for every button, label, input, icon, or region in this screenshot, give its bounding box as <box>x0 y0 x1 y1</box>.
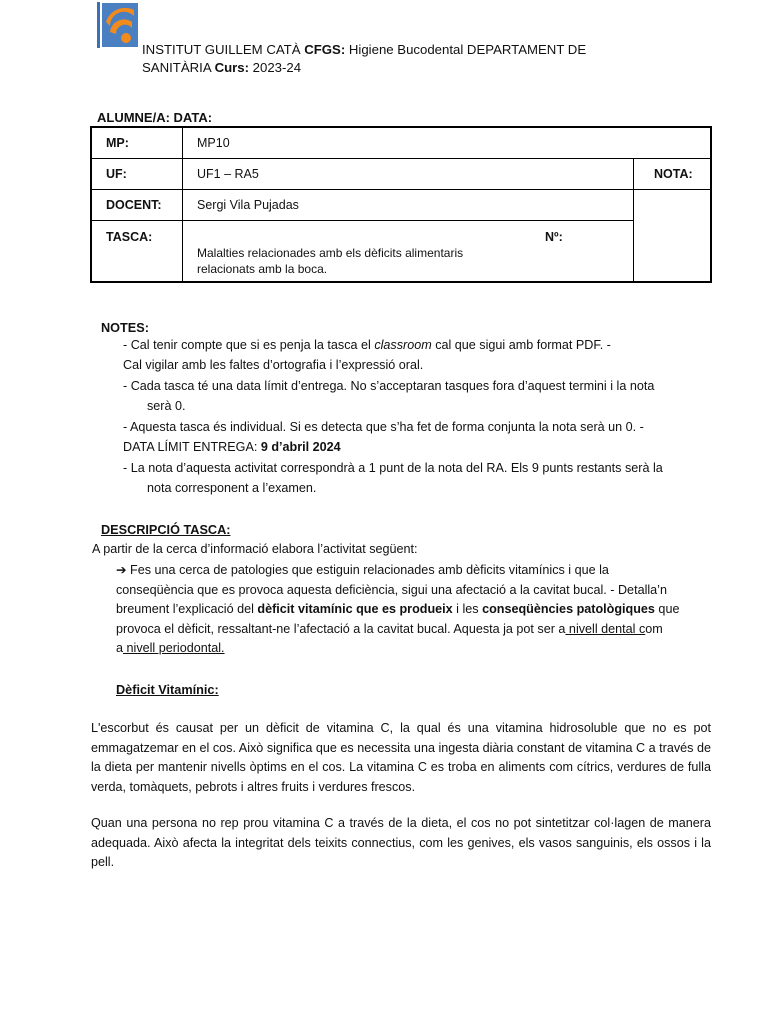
docent-value: Sergi Vila Pujadas <box>183 189 634 220</box>
task-bold-deficit: dèficit vitamínic que es produeix <box>257 602 453 616</box>
task-line1: Fes una cerca de patologies que estiguin relacionades amb dèficits vitamínics i que la <box>126 563 609 577</box>
note-1-continuation: Cal vigilar amb les faltes d’ortografia i l’expressió oral. <box>123 357 424 372</box>
uf-label: UF: <box>91 158 183 189</box>
cfgs-label: CFGS: <box>304 42 346 57</box>
note-1-text-b: cal que sigui amb format PDF. - <box>431 338 611 352</box>
section-paragraph-2: Quan una persona no rep prou vitamina C a través de la dieta, el cos no pot sintetitzar col·lagen de manera adequada. Això afecta la integritat dels teixits connectius, com les genives, els vasos sanguinis, els ossos i la pell. <box>91 816 711 869</box>
description-title: DESCRIPCIÓ TASCA: <box>101 523 231 537</box>
description-intro: A partir de la cerca d’informació elabora l’activitat següent: <box>92 542 418 556</box>
section-title: Dèficit Vitamínic: <box>116 683 219 697</box>
note-1-text-a: - Cal tenir compte que si es penja la tasca el <box>123 338 375 352</box>
note-3: - Aquesta tasca és individual. Si es detecta que s’ha fet de forma conjunta la nota serà un 0. - <box>123 420 644 434</box>
mp-label: MP: <box>91 127 183 158</box>
nota-label: NOTA: <box>634 158 712 189</box>
course-value: 2023-24 <box>252 60 302 75</box>
notes-title: NOTES: <box>101 321 149 335</box>
notes-list <box>123 336 693 498</box>
document-header <box>142 41 602 77</box>
note-1-emphasis: classroom <box>374 338 432 352</box>
mp-value: MP10 <box>183 127 712 158</box>
cfgs-value: Higiene Bucodental DEPARTAMENT DE <box>348 42 587 57</box>
task-line4-a: provoca el dèficit, ressaltant-ne l’afectació a la cavitat bucal. Aquesta ja pot ser a <box>116 621 566 636</box>
nota-box <box>634 189 712 282</box>
department-name: SANITÀRIA <box>142 60 211 75</box>
description-task <box>116 560 696 659</box>
note-4-continuation: nota corresponent a l’examen. <box>147 480 317 495</box>
note-4: - La nota d’aquesta activitat correspondrà a 1 punt de la nota del RA. Els 9 punts restants serà la <box>123 461 663 475</box>
note-2-continuation: serà 0. <box>147 398 186 413</box>
institute-logo <box>96 0 140 50</box>
task-line5-a: a <box>116 641 124 655</box>
tasca-value-line1: Malalties relacionades amb els dèficits alimentaris <box>197 245 464 260</box>
tasca-value <box>197 245 463 277</box>
task-line3-a: breument l’explicació del <box>116 602 258 616</box>
tasca-cell <box>183 220 634 282</box>
logo-graphic <box>96 0 140 50</box>
deadline-label: DATA LÍMIT ENTREGA: <box>123 439 261 454</box>
tasca-label: TASCA: <box>91 220 183 282</box>
course-label: Curs: <box>214 60 249 75</box>
task-line2: conseqüència que es provoca aquesta deficiència, sigui una afectació a la cavitat bucal. - Detalla’n <box>116 582 667 597</box>
task-line3-c: que <box>654 602 680 616</box>
arrow-icon: ➔ <box>116 562 127 577</box>
note-2: - Cada tasca té una data límit d’entrega. No s’acceptaran tasques fora d’aquest termini i la nota <box>123 379 655 393</box>
deadline-value: 9 d’abril 2024 <box>260 439 341 454</box>
number-label: Nº: <box>545 229 563 244</box>
task-line3 <box>116 600 696 620</box>
task-bold-consequences: conseqüències patològiques <box>482 602 655 616</box>
institute-name: INSTITUT GUILLEM CATÀ <box>142 42 301 57</box>
docent-label: DOCENT: <box>91 189 183 220</box>
section-paragraph-1: L'escorbut és causat per un dèficit de vitamina C, la qual és una vitamina hidrosoluble que no es pot emmagatzemar en el cos. Això significa que es necessita una ingesta diària constant de vitamina C a través de la dieta per mantenir nivells òptims en el cos. La vitamina C es troba en aliments com cítrics, verdures de fulla verda, tomàquets, pebrots i altres fruits i verdures frescos. <box>91 721 711 794</box>
task-underline-dental: nivell dental c <box>565 621 646 636</box>
deadline <box>123 438 693 458</box>
uf-value: UF1 – RA5 <box>183 158 634 189</box>
student-date-line: ALUMNE/A: DATA: <box>97 110 213 125</box>
task-underline-periodontal: nivell periodontal. <box>123 641 225 655</box>
note-1 <box>123 336 693 356</box>
task-line5 <box>116 639 696 659</box>
task-line4-b: om <box>645 621 663 636</box>
info-table <box>90 126 712 283</box>
tasca-value-line2: relacionats amb la boca. <box>197 261 328 276</box>
task-line3-b: i les <box>452 602 483 616</box>
task-line4 <box>116 620 696 640</box>
